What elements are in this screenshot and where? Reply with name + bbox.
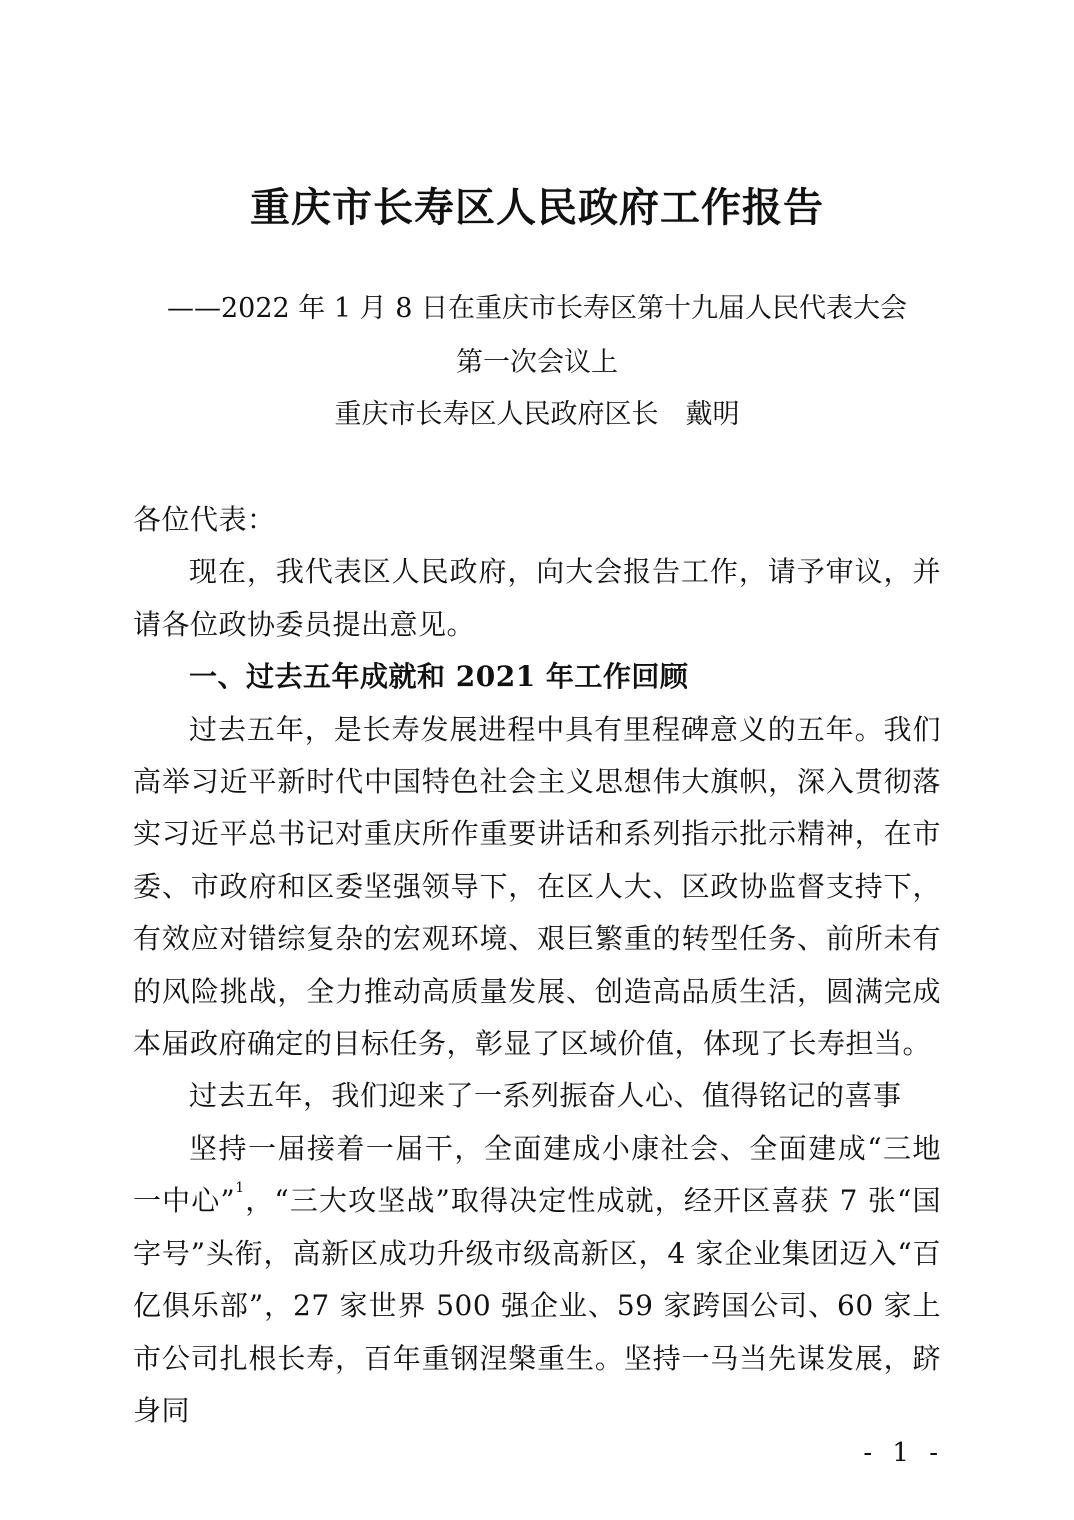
report-body xyxy=(133,494,941,1437)
document-title: 重庆市长寿区人民政府工作报告 xyxy=(250,184,824,231)
subheading: 过去五年，我们迎来了一系列振奋人心、值得铭记的喜事 xyxy=(189,1079,902,1113)
section-heading: 一、过去五年成就和 2021 年工作回顾 xyxy=(189,660,689,694)
salutation: 各位代表： xyxy=(133,503,276,536)
paragraph-2-part-1: 坚持一届接着一届干，全面建成小康社会、全面建成“三地一中心” xyxy=(133,1131,941,1218)
paragraph-2-part-2: ，“三大攻坚战”取得决定性成就，经开区喜获 7 张“国字号”头衔，高新区成功升级市级高新区，4 家企业集团迈入“百亿俱乐部”，27 家世界 500 强企业、59 家跨国公司、60 家上市公司扎根长寿，百年重钢涅槃重生。坚持一马当先谋发展，跻身同 xyxy=(133,1184,941,1427)
page-number: - 1 - xyxy=(863,1438,944,1468)
intro-paragraph: 现在，我代表区人民政府，向大会报告工作，请予审议，并请各位政协委员提出意见。 xyxy=(133,555,941,641)
paragraph-2 xyxy=(133,1123,941,1437)
subtitle-line-2: 第一次会议上 xyxy=(456,347,618,378)
subtitle-line-1: ——2022 年 1 月 8 日在重庆市长寿区第十九届人民代表大会 xyxy=(167,293,907,324)
footnote-marker: 1 xyxy=(235,1180,245,1197)
speaker-line: 重庆市长寿区人民政府区长 戴明 xyxy=(334,399,740,430)
paragraph-1: 过去五年，是长寿发展进程中具有里程碑意义的五年。我们高举习近平新时代中国特色社会主义思想伟大旗帜，深入贯彻落实习近平总书记对重庆所作重要讲话和系列指示批示精神，在市委、市政府和区委坚强领导下，在区人大、区政协监督支持下，有效应对错综复杂的宏观环境、艰巨繁重的转型任务、前所未有的风险挑战，全力推动高质量发展、创造高品质生活，圆满完成本届政府确定的目标任务，彰显了区域价值，体现了长寿担当。 xyxy=(133,712,941,1061)
